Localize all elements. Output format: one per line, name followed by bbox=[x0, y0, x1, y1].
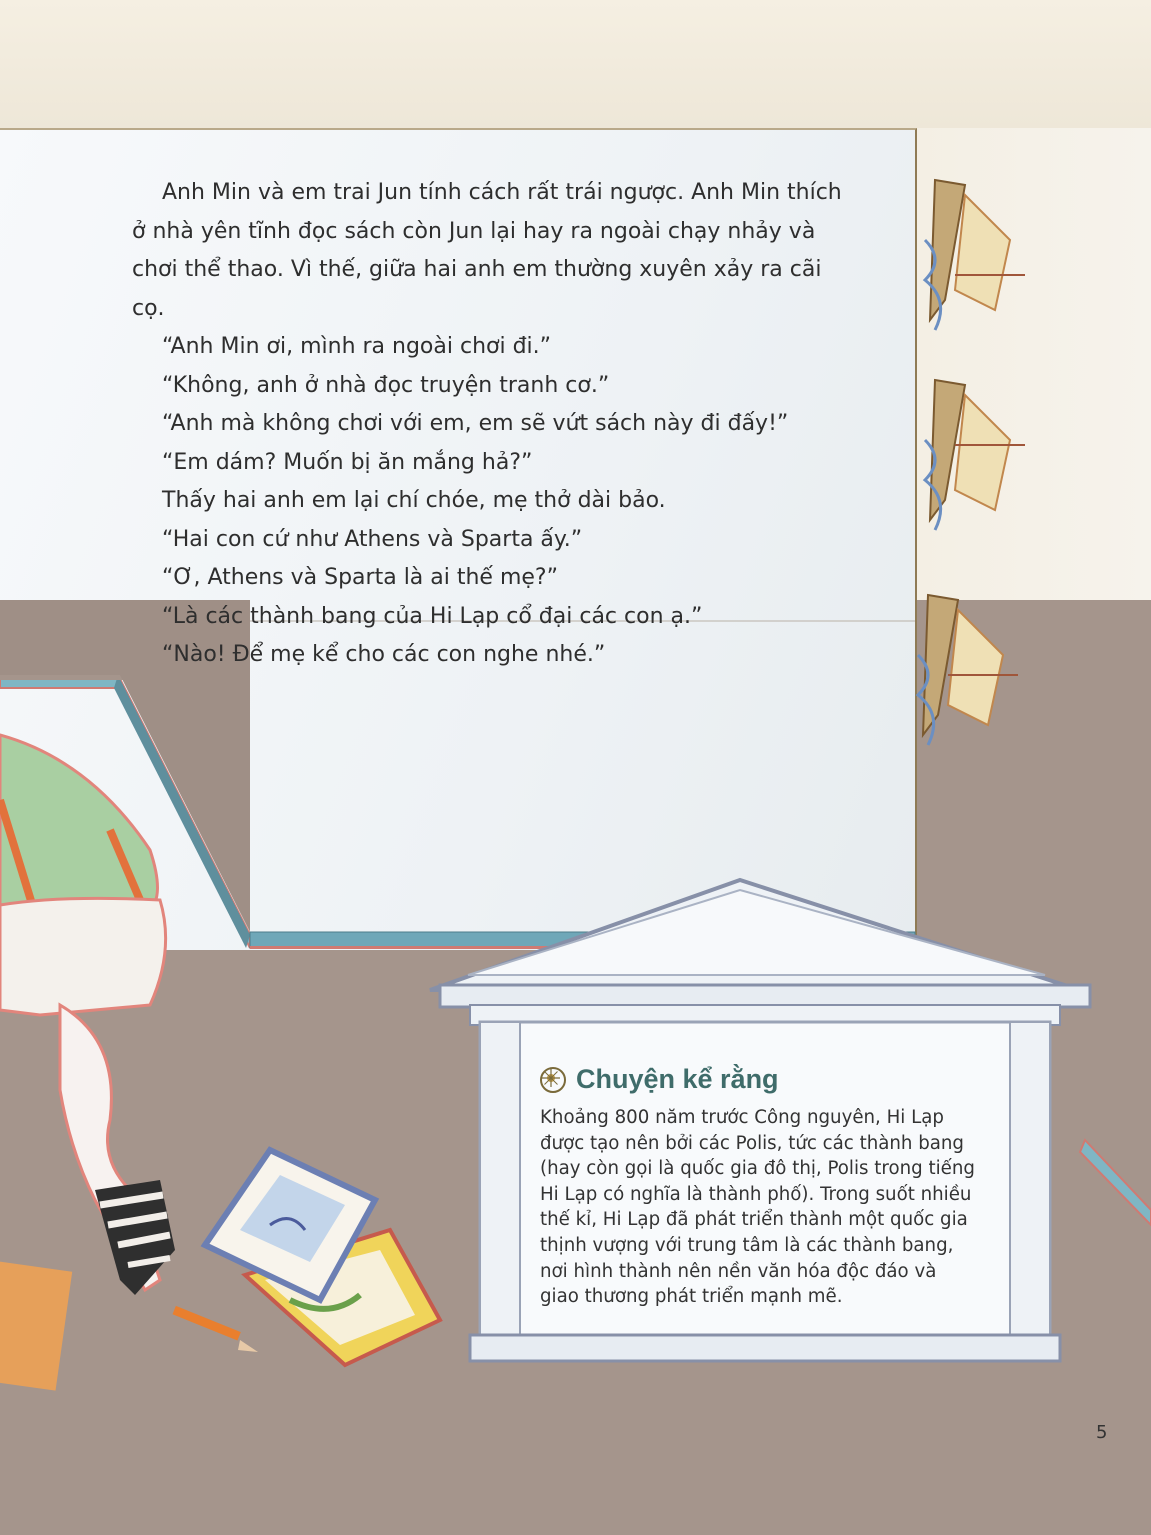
infobox-body: Khoảng 800 năm trước Công nguyên, Hi Lạp được tạo nên bởi các Polis, tức các thành bang (hay còn gọi là quốc gia đô thị, Polis trong tiếng Hi Lạp có nghĩa là thành phố). Trong suốt nhiều thế kỉ, Hi Lạp đã phát triển thành một quốc gia thịnh vượng với trung tâm là các thành bang, nơi hình thành nên nền văn hóa độc đáo và giao thương phát triển mạnh mẽ. bbox=[540, 1107, 975, 1308]
boy-figure bbox=[0, 735, 175, 1391]
ship-icon bbox=[925, 180, 1025, 330]
dialogue-line: “Anh mà không chơi với em, em sẽ vứt sách này đi đấy!” bbox=[162, 411, 789, 436]
ship-icon bbox=[918, 595, 1018, 745]
ships-decoration bbox=[918, 180, 1025, 745]
pencil bbox=[173, 1306, 258, 1352]
dialogue-line: “Anh Min ơi, mình ra ngoài chơi đi.” bbox=[162, 334, 552, 359]
dialogue-line: “Nào! Để mẹ kể cho các con nghe nhé.” bbox=[162, 642, 606, 667]
dialogue-line: “Hai con cứ như Athens và Sparta ấy.” bbox=[162, 526, 583, 552]
infobox bbox=[540, 1064, 980, 1310]
ship-icon bbox=[925, 380, 1025, 530]
dialogue-line: “Em dám? Muốn bị ăn mắng hả?” bbox=[162, 449, 533, 475]
page-number: 5 bbox=[1096, 1422, 1108, 1443]
dialogue-line: “Ơ, Athens và Sparta là ai thế mẹ?” bbox=[162, 565, 558, 590]
dialogue-line: “Không, anh ở nhà đọc truyện tranh cơ.” bbox=[162, 372, 610, 398]
dialogue-line: Thấy hai anh em lại chí chóe, mẹ thở dài bảo. bbox=[162, 488, 666, 513]
striped-sock bbox=[95, 1180, 175, 1295]
infobox-title-text: Chuyện kể rằng bbox=[576, 1064, 779, 1094]
dialogue-line: “Là các thành bang của Hi Lạp cổ đại các con ạ.” bbox=[162, 603, 703, 629]
compass-rose-icon bbox=[540, 1067, 566, 1093]
infobox-title bbox=[540, 1064, 980, 1095]
story-paragraph: Anh Min và em trai Jun tính cách rất trái ngược. Anh Min thích ở nhà yên tĩnh đọc sách còn Jun lại hay ra ngoài chạy nhảy và chơi thể thao. Vì thế, giữa hai anh em thường xuyên xảy ra cãi cọ. bbox=[132, 180, 842, 321]
story-text bbox=[132, 174, 852, 675]
